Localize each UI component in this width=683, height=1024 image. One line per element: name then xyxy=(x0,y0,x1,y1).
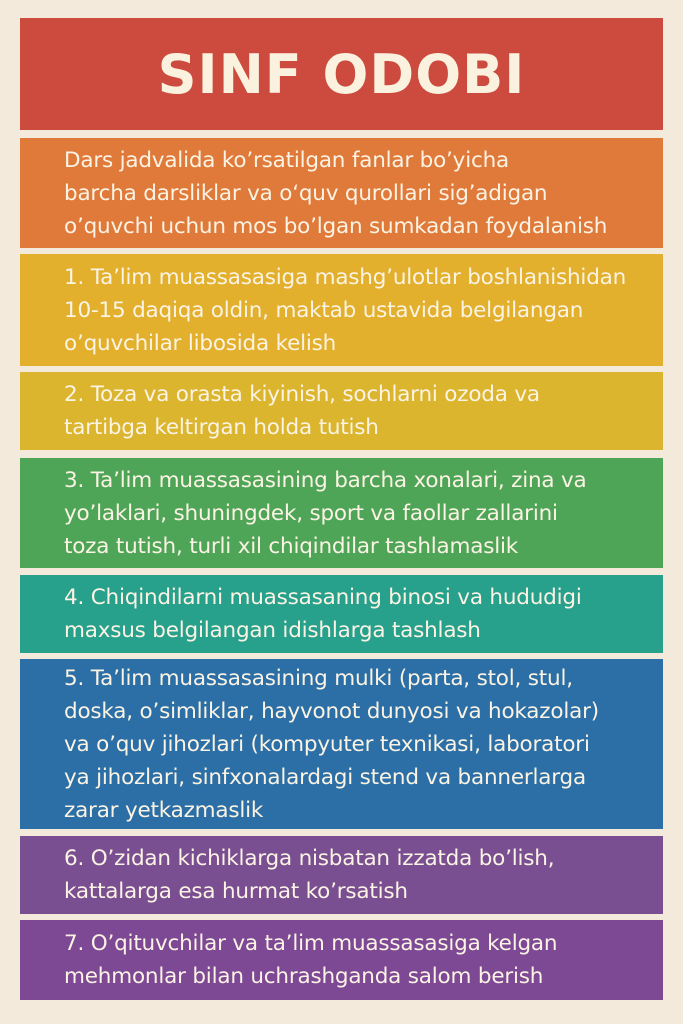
intro-text: Dars jadvalida ko’rsatilgan fanlar bo’yicha barcha darsliklar va o‘quv qurollari sig’adigan o’quvchi uchun mos bo’lgan sumkadan foydalanish xyxy=(64,147,608,239)
title-band xyxy=(20,18,663,130)
rule-band-1 xyxy=(20,254,663,366)
rule-text-7: 7. O’qituvchilar va ta’lim muassasasiga kelgan mehmonlar bilan uchrashganda salom berish xyxy=(64,931,558,989)
rule-text-5: 5. Ta’lim muassasasining mulki (parta, stol, stul, doska, o’simliklar, hayvonot dunyosi va hokazolar) va o’quv jihozlari (kompyuter texnikasi, laboratori ya jihozlari, sinfxonalardagi stend va bannerlarga zarar yetkazmaslik xyxy=(64,665,599,823)
rule-band-4 xyxy=(20,575,663,653)
rule-text-1: 1. Ta’lim muassasasiga mashg’ulotlar boshlanishidan 10-15 daqiqa oldin, maktab ustavida belgilangan o’quvchilar libosida kelish xyxy=(64,264,627,356)
rule-text-2: 2. Toza va orasta kiyinish, sochlarni ozoda va tartibga keltirgan holda tutish xyxy=(64,382,540,440)
rule-band-3 xyxy=(20,458,663,568)
rule-text-6: 6. O’zidan kichiklarga nisbatan izzatda bo’lish, kattalarga esa hurmat ko’rsatish xyxy=(64,846,555,904)
rule-text-4: 4. Chiqindilarni muassasaning binosi va hududigi maxsus belgilangan idishlarga tashlash xyxy=(64,585,582,643)
rule-band-5 xyxy=(20,659,663,829)
intro-band xyxy=(20,138,663,248)
rule-band-7 xyxy=(20,920,663,1000)
rule-band-2 xyxy=(20,372,663,450)
poster-title: SINF ODOBI xyxy=(157,42,526,106)
rule-text-3: 3. Ta’lim muassasasining barcha xonalari, zina va yo’laklari, shuningdek, sport va faollar zallarini toza tutish, turli xil chiqindilar tashlamaslik xyxy=(64,467,587,559)
rule-band-6 xyxy=(20,836,663,914)
